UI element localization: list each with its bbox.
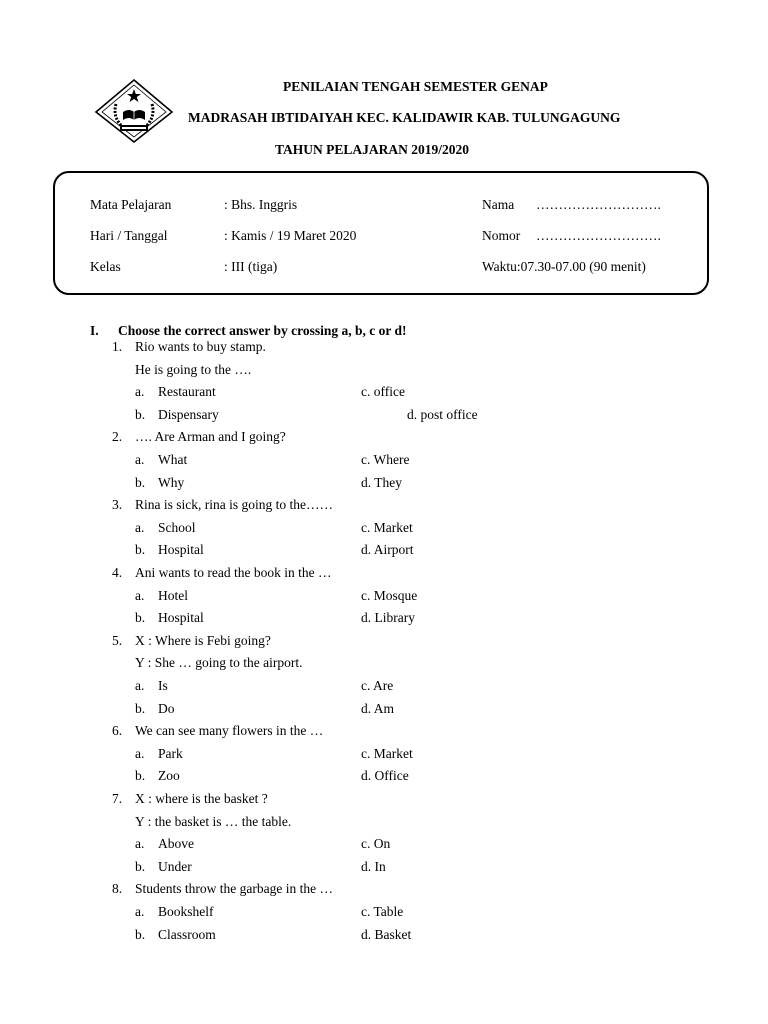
number-label: Nomor	[482, 228, 521, 243]
question-8-option-a: Bookshelf	[158, 904, 214, 919]
date-label: Hari / Tanggal	[90, 228, 168, 243]
question-7-option-c: c. On	[361, 836, 391, 852]
question-7-option-a-letter: a.	[135, 836, 145, 852]
class-value: : III (tiga)	[224, 259, 278, 274]
question-8-number: 8.	[112, 881, 123, 897]
question-5-option-b-letter: b.	[135, 700, 146, 716]
question-4-option-c: c. Mosque	[361, 587, 418, 603]
question-6-option-d: d. Office	[361, 768, 409, 784]
question-4-option-a-letter: a.	[135, 587, 145, 603]
question-1-option-c: c. office	[361, 384, 405, 400]
question-6-option-a-letter: a.	[135, 745, 145, 761]
question-1-text: He is going to the ….	[135, 361, 252, 377]
section-number: I.	[90, 323, 99, 338]
question-7-text: Y : the basket is … the table.	[135, 813, 292, 829]
question-4-number: 4.	[112, 565, 123, 580]
question-8-option-d: d. Basket	[361, 926, 412, 942]
question-2-number: 2.	[112, 429, 123, 445]
question-5-text: X : Where is Febi going?	[135, 632, 271, 648]
question-3-option-d: d. Airport	[361, 542, 414, 558]
question-3-option-b: Hospital	[158, 542, 204, 558]
question-2-option-c: c. Where	[361, 452, 410, 467]
question-4-text: Ani wants to read the book in the …	[135, 565, 332, 580]
question-2-option-a-letter: a.	[135, 452, 145, 467]
question-5-option-b: Do	[158, 700, 175, 716]
question-3-option-a-letter: a.	[135, 519, 145, 535]
question-5-number: 5.	[112, 632, 123, 648]
question-8-option-b-letter: b.	[135, 926, 146, 942]
question-4-option-d: d. Library	[361, 610, 415, 626]
question-7-option-d: d. In	[361, 858, 386, 874]
subject-label: Mata Pelajaran	[90, 197, 172, 212]
time-info: Waktu:07.30-07.00 (90 menit)	[482, 259, 646, 274]
question-5-option-a-letter: a.	[135, 678, 145, 693]
question-3-option-c: c. Market	[361, 519, 413, 535]
question-6-option-c: c. Market	[361, 745, 413, 761]
question-4-option-a: Hotel	[158, 587, 188, 603]
question-1-option-b-letter: b.	[135, 406, 146, 422]
question-6-option-a: Park	[158, 745, 183, 761]
question-6-option-b: Zoo	[158, 768, 180, 784]
question-8-option-b: Classroom	[158, 926, 216, 942]
date-value: : Kamis / 19 Maret 2020	[224, 228, 357, 243]
question-6-number: 6.	[112, 723, 123, 739]
question-4-option-b: Hospital	[158, 610, 204, 626]
subject-value: : Bhs. Inggris	[224, 197, 298, 212]
name-blank: ……………………….	[536, 197, 661, 212]
exam-title: PENILAIAN TENGAH SEMESTER GENAP	[283, 79, 548, 94]
question-4-option-b-letter: b.	[135, 610, 146, 626]
question-5-option-c: c. Are	[361, 678, 394, 693]
question-7-option-b-letter: b.	[135, 858, 146, 874]
class-label: Kelas	[90, 259, 121, 274]
question-1-text: Rio wants to buy stamp.	[135, 339, 266, 354]
question-7-number: 7.	[112, 791, 123, 806]
name-label: Nama	[482, 197, 515, 212]
academic-year: TAHUN PELAJARAN 2019/2020	[275, 142, 470, 157]
question-2-text: …. Are Arman and I going?	[135, 429, 286, 445]
question-7-text: X : where is the basket ?	[135, 791, 268, 806]
question-3-number: 3.	[112, 497, 123, 513]
question-3-text: Rina is sick, rina is going to the……	[135, 497, 333, 513]
question-5-text: Y : She … going to the airport.	[135, 655, 303, 671]
question-1-number: 1.	[112, 339, 123, 354]
question-7-option-b: Under	[158, 858, 192, 874]
question-8-text: Students throw the garbage in the …	[135, 881, 333, 897]
question-8-option-a-letter: a.	[135, 904, 145, 919]
question-1-option-a-letter: a.	[135, 384, 145, 400]
question-2-option-a: What	[158, 452, 188, 467]
question-2-option-b-letter: b.	[135, 474, 146, 490]
ministry-emblem-icon	[94, 78, 174, 144]
question-3-option-a: School	[158, 519, 196, 535]
section-instruction: Choose the correct answer by crossing a, b, c or d!	[118, 323, 407, 338]
question-2-option-d: d. They	[361, 474, 402, 490]
question-2-option-b: Why	[158, 474, 185, 490]
question-1-option-b: Dispensary	[158, 406, 219, 422]
question-5-option-d: d. Am	[361, 700, 395, 716]
school-name: MADRASAH IBTIDAIYAH KEC. KALIDAWIR KAB. TULUNGAGUNG	[188, 110, 621, 125]
question-3-option-b-letter: b.	[135, 542, 146, 558]
question-6-option-b-letter: b.	[135, 768, 146, 784]
number-blank: ……………………….	[536, 228, 661, 243]
question-6-text: We can see many flowers in the …	[135, 723, 324, 739]
question-1-option-d: d. post office	[407, 406, 478, 422]
question-5-option-a: Is	[158, 678, 168, 693]
question-1-option-a: Restaurant	[158, 384, 216, 400]
question-7-option-a: Above	[158, 836, 194, 852]
question-8-option-c: c. Table	[361, 904, 404, 919]
